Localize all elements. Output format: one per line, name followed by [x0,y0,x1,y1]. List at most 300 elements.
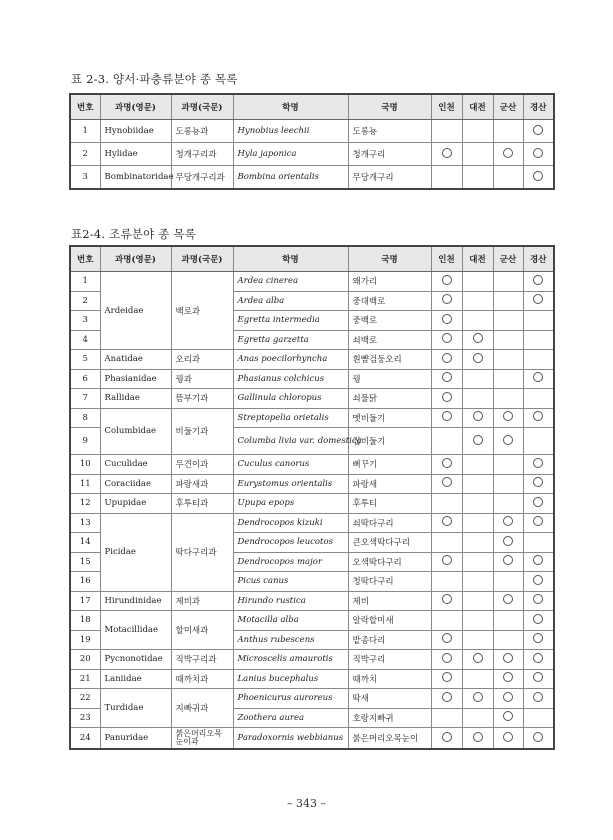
scientific-name: Ardea alba [233,291,348,311]
presence-cell-gunsan [493,408,523,428]
presence-cell-daejeon [462,428,493,455]
presence-cell-gunsan [493,369,523,389]
presence-circle-icon [503,711,513,721]
presence-cell-incheon [431,650,462,670]
presence-circle-icon [533,672,543,682]
presence-circle-icon [473,692,483,702]
presence-cell-incheon [431,689,462,709]
presence-cell-gunsan [493,572,523,592]
row-number: 1 [70,120,100,143]
scientific-name: Gallinula chloropus [233,389,348,409]
presence-circle-icon [533,411,543,421]
presence-cell-gyeongsan [523,552,554,572]
presence-circle-icon [533,458,543,468]
table-row [70,689,554,709]
column-header: 군산 [493,94,523,120]
presence-circle-icon [503,411,513,421]
korean-name: 호랑지빠귀 [348,708,431,728]
presence-circle-icon [533,653,543,663]
row-number: 8 [70,408,100,428]
presence-cell-incheon [431,494,462,514]
family-english: Columbidae [100,408,171,455]
presence-cell-incheon [431,474,462,494]
korean-name: 도롱뇽 [348,120,431,143]
presence-circle-icon [442,633,452,643]
presence-circle-icon [442,294,452,304]
presence-cell-gyeongsan [523,291,554,311]
column-header: 학명 [233,246,348,272]
presence-circle-icon [442,353,452,363]
presence-circle-icon [473,653,483,663]
scientific-name: Hynobius leechii [233,120,348,143]
row-number: 14 [70,533,100,553]
presence-circle-icon [473,732,483,742]
scientific-name: Upupa epops [233,494,348,514]
presence-cell-daejeon [462,630,493,650]
row-number: 13 [70,513,100,533]
presence-circle-icon [503,672,513,682]
presence-cell-incheon [431,166,462,190]
presence-circle-icon [442,275,452,285]
table-row [70,143,554,166]
column-header: 과명(국문) [171,94,233,120]
presence-circle-icon [442,732,452,742]
family-korean: 백로과 [171,272,233,350]
korean-name: 딱새 [348,689,431,709]
table-header-row [70,246,554,272]
presence-circle-icon [503,435,513,445]
korean-name: 왜가리 [348,272,431,292]
scientific-name: Ardea cinerea [233,272,348,292]
family-english: Anatidae [100,350,171,370]
presence-circle-icon [533,555,543,565]
scientific-name: Dendrocopos major [233,552,348,572]
table-row [70,272,554,292]
scientific-name: Phoenicurus auroreus [233,689,348,709]
korean-name: 파랑새 [348,474,431,494]
scientific-name: Picus canus [233,572,348,592]
presence-circle-icon [473,411,483,421]
korean-name: 중대백로 [348,291,431,311]
column-header: 과명(국문) [171,246,233,272]
presence-circle-icon [533,125,543,135]
scientific-name: Lanius bucephalus [233,669,348,689]
row-number: 11 [70,474,100,494]
row-number: 2 [70,143,100,166]
column-header: 번호 [70,246,100,272]
presence-circle-icon [533,516,543,526]
presence-cell-gunsan [493,591,523,611]
presence-cell-daejeon [462,533,493,553]
column-header: 군산 [493,246,523,272]
korean-name: 무당개구리 [348,166,431,190]
presence-circle-icon [442,516,452,526]
family-korean: 제비과 [171,591,233,611]
presence-circle-icon [533,171,543,181]
presence-cell-gunsan [493,350,523,370]
family-korean: 청개구리과 [171,143,233,166]
presence-cell-gunsan [493,708,523,728]
row-number: 12 [70,494,100,514]
presence-circle-icon [533,294,543,304]
presence-cell-incheon [431,389,462,409]
korean-name: 때까치 [348,669,431,689]
presence-cell-daejeon [462,408,493,428]
korean-name: 청딱다구리 [348,572,431,592]
presence-cell-gunsan [493,611,523,631]
scientific-name: Microscelis amaurotis [233,650,348,670]
presence-cell-gyeongsan [523,572,554,592]
family-korean: 꿩과 [171,369,233,389]
row-number: 21 [70,669,100,689]
presence-circle-icon [503,692,513,702]
presence-circle-icon [503,536,513,546]
row-number: 24 [70,728,100,750]
table-row [70,166,554,190]
presence-cell-incheon [431,591,462,611]
family-korean: 지빠귀과 [171,689,233,728]
table-row [70,494,554,514]
presence-cell-gunsan [493,166,523,190]
korean-name: 직박구리 [348,650,431,670]
amphibian-reptile-species-table [69,93,555,190]
family-english: Panuridae [100,728,171,750]
family-korean: 두견이과 [171,455,233,475]
column-header: 과명(영문) [100,94,171,120]
family-korean: 직박구리과 [171,650,233,670]
korean-name: 알락할미새 [348,611,431,631]
bird-species-table [69,245,555,750]
row-number: 1 [70,272,100,292]
korean-name: 쇠물닭 [348,389,431,409]
page-number: – 343 – [287,797,326,810]
presence-circle-icon [442,594,452,604]
table-row [70,611,554,631]
presence-cell-gyeongsan [523,591,554,611]
family-english: Hirundinidae [100,591,171,611]
presence-cell-daejeon [462,689,493,709]
family-english: Motacillidae [100,611,171,650]
presence-circle-icon [533,692,543,702]
column-header: 경산 [523,246,554,272]
presence-circle-icon [442,372,452,382]
presence-cell-daejeon [462,728,493,750]
presence-cell-gyeongsan [523,120,554,143]
family-korean: 뜸부기과 [171,389,233,409]
family-korean: 도롱뇽과 [171,120,233,143]
scientific-name: Egretta garzetta [233,330,348,350]
table-row [70,669,554,689]
family-english: Rallidae [100,389,171,409]
presence-cell-daejeon [462,369,493,389]
presence-circle-icon [442,333,452,343]
presence-circle-icon [503,732,513,742]
presence-circle-icon [533,148,543,158]
korean-name: 후투티 [348,494,431,514]
scientific-name: Motacilla alba [233,611,348,631]
presence-circle-icon [533,633,543,643]
presence-cell-daejeon [462,166,493,190]
presence-cell-daejeon [462,494,493,514]
presence-cell-incheon [431,669,462,689]
column-header: 인천 [431,246,462,272]
presence-circle-icon [503,555,513,565]
presence-circle-icon [503,653,513,663]
presence-cell-incheon [431,311,462,331]
table-row [70,513,554,533]
family-english: Bombinatoridae [100,166,171,190]
presence-cell-gyeongsan [523,494,554,514]
presence-cell-gunsan [493,143,523,166]
scientific-name: Hirundo rustica [233,591,348,611]
korean-name: 꿩 [348,369,431,389]
presence-circle-icon [503,148,513,158]
presence-circle-icon [442,555,452,565]
presence-cell-incheon [431,272,462,292]
presence-circle-icon [442,458,452,468]
row-number: 20 [70,650,100,670]
family-korean: 후투티과 [171,494,233,514]
presence-cell-gyeongsan [523,630,554,650]
presence-cell-gyeongsan [523,728,554,750]
scientific-name: Hyla japonica [233,143,348,166]
presence-cell-gyeongsan [523,166,554,190]
row-number: 19 [70,630,100,650]
presence-cell-daejeon [462,650,493,670]
family-english: Phasianidae [100,369,171,389]
column-header: 과명(영문) [100,246,171,272]
korean-name: 큰오색딱다구리 [348,533,431,553]
presence-cell-daejeon [462,120,493,143]
row-number: 9 [70,428,100,455]
family-english: Picidae [100,513,171,591]
korean-name: 집비둘기 [348,428,431,455]
row-number: 3 [70,166,100,190]
presence-cell-incheon [431,708,462,728]
scientific-name: Anthus rubescens [233,630,348,650]
family-english: Hylidae [100,143,171,166]
presence-cell-incheon [431,533,462,553]
table-row [70,369,554,389]
family-english: Turdidae [100,689,171,728]
presence-cell-gunsan [493,120,523,143]
presence-circle-icon [442,653,452,663]
scientific-name: Cuculus canorus [233,455,348,475]
family-korean: 무당개구리과 [171,166,233,190]
presence-cell-daejeon [462,350,493,370]
korean-name: 흰뺨검둥오리 [348,350,431,370]
row-number: 23 [70,708,100,728]
row-number: 18 [70,611,100,631]
scientific-name: Dendrocopos kizuki [233,513,348,533]
presence-cell-gyeongsan [523,669,554,689]
presence-circle-icon [442,314,452,324]
row-number: 3 [70,311,100,331]
table-row [70,389,554,409]
table-2-3-caption: 표 2-3. 양서·파충류분야 종 목록 [71,72,238,86]
family-korean: 파랑새과 [171,474,233,494]
presence-cell-incheon [431,350,462,370]
presence-circle-icon [533,575,543,585]
korean-name: 멧비둘기 [348,408,431,428]
presence-cell-gyeongsan [523,689,554,709]
presence-cell-gunsan [493,494,523,514]
presence-cell-incheon [431,572,462,592]
presence-cell-gyeongsan [523,408,554,428]
presence-cell-gyeongsan [523,474,554,494]
scientific-name: Streptopelia orietalis [233,408,348,428]
row-number: 15 [70,552,100,572]
presence-cell-daejeon [462,611,493,631]
presence-circle-icon [533,732,543,742]
family-english: Pycnonotidae [100,650,171,670]
table-row [70,650,554,670]
presence-cell-daejeon [462,708,493,728]
table-row [70,591,554,611]
presence-cell-gyeongsan [523,389,554,409]
presence-cell-gunsan [493,728,523,750]
presence-cell-daejeon [462,455,493,475]
family-korean: 할미새과 [171,611,233,650]
presence-cell-daejeon [462,572,493,592]
table-2-4-caption: 표2-4. 조류분야 종 목록 [71,227,197,241]
presence-circle-icon [442,692,452,702]
presence-cell-gunsan [493,533,523,553]
presence-cell-gunsan [493,650,523,670]
presence-cell-gyeongsan [523,513,554,533]
presence-cell-gunsan [493,428,523,455]
presence-cell-gunsan [493,272,523,292]
presence-cell-incheon [431,630,462,650]
presence-cell-incheon [431,408,462,428]
presence-cell-gunsan [493,474,523,494]
presence-cell-gunsan [493,291,523,311]
korean-name: 중백로 [348,311,431,331]
presence-circle-icon [442,148,452,158]
presence-cell-incheon [431,330,462,350]
presence-cell-gunsan [493,330,523,350]
column-header: 번호 [70,94,100,120]
presence-cell-daejeon [462,311,493,331]
presence-cell-incheon [431,611,462,631]
family-english: Upupidae [100,494,171,514]
presence-cell-gyeongsan [523,143,554,166]
presence-cell-daejeon [462,591,493,611]
presence-cell-daejeon [462,669,493,689]
row-number: 10 [70,455,100,475]
presence-circle-icon [442,672,452,682]
korean-name: 오색딱다구리 [348,552,431,572]
presence-cell-daejeon [462,513,493,533]
column-header: 인천 [431,94,462,120]
presence-circle-icon [533,614,543,624]
presence-circle-icon [473,333,483,343]
presence-cell-gunsan [493,513,523,533]
column-header: 국명 [348,94,431,120]
presence-circle-icon [533,594,543,604]
presence-cell-gyeongsan [523,311,554,331]
presence-circle-icon [442,411,452,421]
presence-circle-icon [442,477,452,487]
table-row [70,455,554,475]
family-korean: 딱다구리과 [171,513,233,591]
presence-cell-incheon [431,120,462,143]
presence-circle-icon [503,516,513,526]
family-english: Laniidae [100,669,171,689]
presence-cell-gyeongsan [523,533,554,553]
presence-circle-icon [473,435,483,445]
row-number: 17 [70,591,100,611]
presence-circle-icon [503,594,513,604]
presence-cell-incheon [431,291,462,311]
scientific-name: Zoothera aurea [233,708,348,728]
presence-cell-gunsan [493,689,523,709]
table-header-row [70,94,554,120]
korean-name: 쇠딱다구리 [348,513,431,533]
presence-circle-icon [533,497,543,507]
scientific-name: Phasianus colchicus [233,369,348,389]
family-korean: 오리과 [171,350,233,370]
presence-cell-gyeongsan [523,330,554,350]
presence-cell-incheon [431,143,462,166]
presence-cell-gyeongsan [523,650,554,670]
column-header: 대전 [462,246,493,272]
presence-cell-incheon [431,513,462,533]
table-row [70,350,554,370]
family-korean: 비둘기과 [171,408,233,455]
scientific-name: Bombina orientalis [233,166,348,190]
scientific-name: Eurystomus orientalis [233,474,348,494]
row-number: 5 [70,350,100,370]
presence-cell-daejeon [462,389,493,409]
presence-circle-icon [533,372,543,382]
presence-cell-incheon [431,728,462,750]
presence-cell-gyeongsan [523,350,554,370]
presence-cell-daejeon [462,291,493,311]
presence-cell-gunsan [493,455,523,475]
presence-cell-gunsan [493,669,523,689]
column-header: 대전 [462,94,493,120]
presence-cell-gyeongsan [523,611,554,631]
family-english: Cuculidae [100,455,171,475]
row-number: 16 [70,572,100,592]
table-row [70,408,554,428]
scientific-name: Paradoxornis webbianus [233,728,348,750]
presence-circle-icon [533,275,543,285]
korean-name: 제비 [348,591,431,611]
presence-circle-icon [442,392,452,402]
family-english: Hynobiidae [100,120,171,143]
row-number: 22 [70,689,100,709]
table-row [70,474,554,494]
korean-name: 청개구리 [348,143,431,166]
korean-name: 붉은머리오목눈이 [348,728,431,750]
scientific-name: Columba livia var. domestica [233,428,348,455]
family-english: Ardeidae [100,272,171,350]
column-header: 경산 [523,94,554,120]
family-korean: 때까치과 [171,669,233,689]
presence-cell-gunsan [493,389,523,409]
family-korean: 붉은머리오목눈이과 [171,728,233,750]
korean-name: 쇠백로 [348,330,431,350]
presence-cell-incheon [431,552,462,572]
scientific-name: Egretta intermedia [233,311,348,331]
presence-cell-daejeon [462,272,493,292]
table-row [70,120,554,143]
presence-cell-incheon [431,428,462,455]
presence-circle-icon [533,477,543,487]
korean-name: 밭종다리 [348,630,431,650]
